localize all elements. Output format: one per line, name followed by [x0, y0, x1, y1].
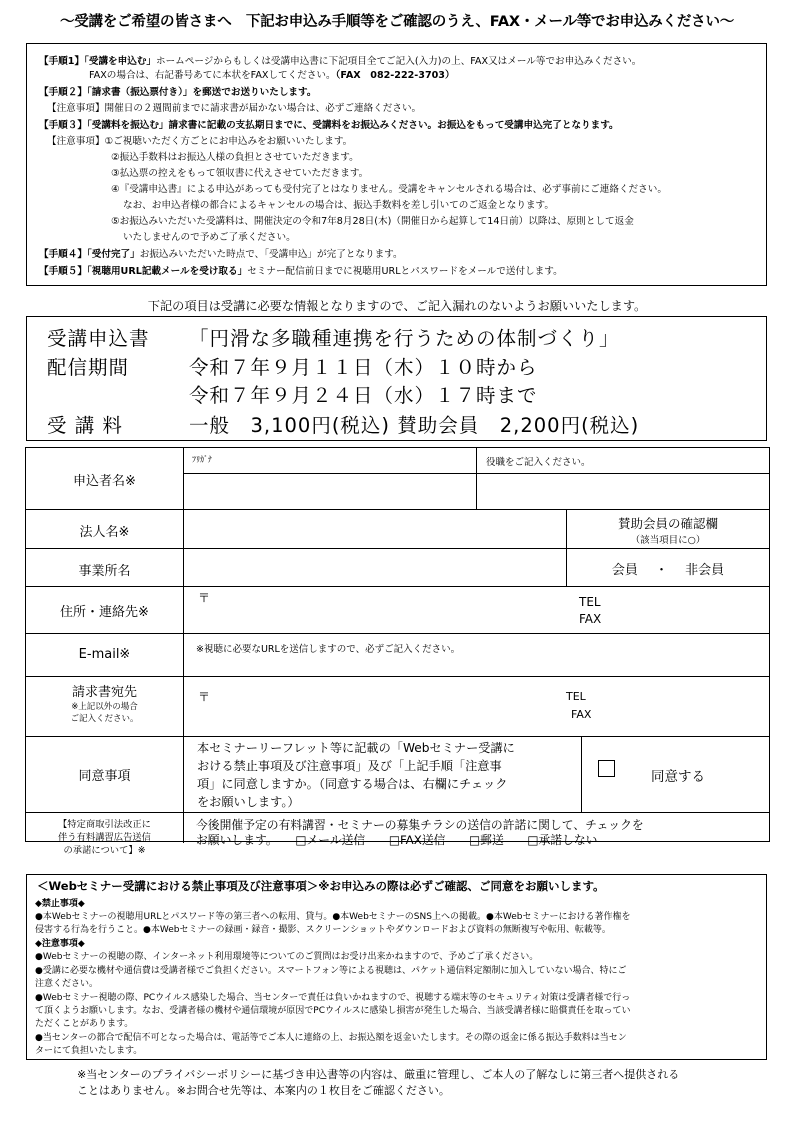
prohibited-heading: ◆禁止事項◆ — [35, 899, 85, 909]
law-label-1: 【特定商取引法改正に — [58, 819, 151, 830]
invoice-tel-label: TEL — [566, 690, 586, 703]
applicant-label: 申込者名※ — [73, 474, 136, 489]
caution-heading: ◆注意事項◆ — [35, 939, 85, 949]
position-note: 役職をご記入ください。 — [486, 457, 591, 468]
step-3: 【手順３】「受講料を振込む」請求書に記載の支払期日までに、受講料をお振込みください。お振込をもって受講申込完了となります。 — [39, 120, 619, 131]
period-label: 配信期間 — [47, 356, 130, 379]
step-3-note-3: ③払込票の控えをもって領収書に代えさせていただきます。 — [111, 168, 369, 179]
email-label: E-mail※ — [78, 647, 131, 662]
notes-heading: ＜Webセミナー受講における禁止事項及び注意事項＞※お申込みの際は必ずご確認、ご同意をお願いします。 — [37, 879, 605, 893]
consent-line-3: 項」に同意しますか。（同意する場合は、右欄にチェック — [197, 777, 508, 791]
corp-field[interactable] — [184, 510, 565, 548]
corp-label: 法人名※ — [79, 525, 130, 540]
agree-label: 同意する — [651, 769, 705, 785]
step-2: 【手順２】「請求書（振込票付き）」を郵送でお送りいたします。 — [39, 87, 317, 98]
seminar-title: 「円滑な多職種連携を行うための体制づくり」 — [189, 327, 620, 350]
caution-4: ●当センターの都合で配信不可となった場合は、電話等でご本人に連絡の上、お振込額を返金いたします。その際の返金に係る振込手数料は当セン — [35, 1033, 627, 1043]
title-box — [26, 316, 767, 441]
consent-line-1: 本セミナーリーフレット等に記載の「Webセミナー受講に — [197, 741, 515, 755]
notes-box — [26, 874, 767, 1060]
step-2-note: 【注意事項】開催日の２週間前までに請求書が届かない場合は、必ずご連絡ください。 — [47, 103, 422, 114]
info-line: 下記の項目は受講に必要な情報となりますので、ご記入漏れのないようお願いいたします。 — [147, 299, 647, 313]
invoice-postal-mark: 〒 — [198, 690, 211, 704]
caution-3b: て頂くようお願いします。なお、受講者様の機材や通信環境が原因でPCウイルスに感染し損害が発生した場合、当該受講者様に賠償責任を取ってい — [35, 1006, 631, 1016]
fee-value: 一般 3,100円(税込) 賛助会員 2,200円(税込) — [189, 414, 640, 437]
consent-label: 同意事項 — [78, 769, 131, 784]
step-3-note-2: ②振込手数料はお振込人様の負担とさせていただきます。 — [111, 152, 359, 163]
address-label: 住所・連絡先※ — [60, 605, 149, 620]
law-label-2: 伴う有料講習広告送信 — [58, 832, 151, 843]
invoice-note-1: ※上記以外の場合 — [71, 702, 138, 712]
member-options[interactable]: 会員 ・ 非会員 — [611, 563, 725, 578]
step-1: 【手順1】「受講を申込む」ホームページからもしくは受講申込書に下記項目全てご記入(入力)の上、FAX又はメール等でお申込みください。 — [39, 56, 642, 67]
furigana-label: ﾌﾘｶﾞﾅ — [192, 455, 212, 464]
office-field[interactable] — [184, 549, 565, 586]
step-3-note-1: 【注意事項】①ご視聴いただく方ごとにお申込みをお願いいたします。 — [47, 136, 353, 147]
application-form — [25, 447, 770, 856]
step-3-note-5b: いたしませんので予めご了承ください。 — [123, 232, 296, 243]
invoice-note-2: ご記入ください。 — [70, 714, 139, 724]
period-start: 令和７年９月１１日（木）１０時から — [189, 356, 538, 379]
invoice-label: 請求書宛先 — [71, 685, 137, 700]
caution-3: ●Webセミナー視聴の際、PCウイルス感染した場合、当センターで責任は負いかねますので、視聴する端末等のセキュリティ対策は受講者様で行っ — [35, 993, 631, 1003]
steps-box — [26, 43, 767, 286]
address-field[interactable] — [184, 587, 564, 633]
law-label-3: の承諾について】※ — [63, 845, 146, 856]
law-text-2[interactable]: お願いします。 □メール送信 □FAX送信 □郵送 □承諾しない — [196, 833, 598, 847]
step-5: 【手順５】「視聴用URL記載メールを受け取る」セミナー配信前日までに視聴用URLとパスワードをメールで送付します。 — [39, 266, 563, 277]
caution-2: ●受講に必要な機材や通信費は受講者様でご負担ください。スマートフォン等による視聴は、パケット通信料定額制に加入していない場合、特にご — [35, 966, 627, 976]
consent-line-4: をお願いします。） — [197, 795, 300, 809]
caution-1: ●Webセミナーの視聴の際、インターネット利用環境等についてのご質問はお受け出来かねますので、予めご了承ください。 — [35, 952, 539, 962]
period-end: 令和７年９月２４日（水）１７時まで — [189, 384, 538, 407]
prohibited-1: ●本Webセミナーの視聴用URLとパスワード等の第三者への転用、貸与。●本WebセミナーのSNS上への掲載。●本Webセミナーにおける著作権を — [35, 912, 631, 922]
fax-label: FAX — [579, 612, 602, 626]
step-3-note-4b: なお、お申込者様の都合によるキャンセルの場合は、振込手数料を差し引いてのご返金となります。 — [123, 200, 554, 211]
agree-checkbox[interactable] — [598, 760, 615, 777]
member-check-label: 賛助会員の確認欄 — [617, 516, 718, 531]
member-check-note: （該当項目に○） — [630, 535, 706, 546]
caution-2b: 注意ください。 — [35, 979, 99, 989]
tel-label: TEL — [579, 595, 601, 609]
office-label: 事業所名 — [78, 564, 131, 579]
law-text-1: 今後開催予定の有料講習・セミナーの募集チラシの送信の許諾に関して、チェックを — [196, 818, 644, 832]
footer-line-2: ことはありません。※お問合せ先等は、本案内の１枚目をご確認ください。 — [77, 1084, 450, 1097]
applicant-name-field[interactable] — [184, 474, 475, 508]
form-title: 受講申込書 — [47, 327, 150, 350]
step-3-note-5: ⑤お振込みいただいた受講料は、開催決定の令和7年8月28日(木)（開催日から起算して14日前）以降は、原則として返金 — [111, 216, 634, 227]
caution-3c: ただくことがあります。 — [35, 1019, 134, 1029]
fee-label: 受 講 料 — [47, 414, 123, 437]
email-note: ※視聴に必要なURLを送信しますので、必ずご記入ください。 — [196, 644, 461, 655]
step-3-note-4: ④『受講申込書』による申込があっても受付完了とはなりません。受講をキャンセルされる場合は、必ず事前にご連絡ください。 — [111, 184, 667, 195]
caution-4b: ターにて負担いたします。 — [35, 1046, 143, 1056]
position-field[interactable] — [477, 474, 769, 508]
footer-line-1: ※当センターのプライバシーポリシーに基づき申込書等の内容は、厳重に管理し、ご本人の了解なしに第三者へ提供される — [77, 1068, 680, 1081]
consent-line-2: おける禁止事項及び注意事項」及び「上記手順「注意事 — [197, 759, 502, 773]
email-field[interactable] — [184, 654, 769, 676]
banner: 〜受講をご希望の皆さまへ 下記お申込み手順等をご確認のうえ、FAX・メール等でお申込みください〜 — [59, 14, 735, 30]
invoice-field[interactable] — [184, 677, 769, 736]
step-4: 【手順４】「受付完了」お振込みいただいた時点で、「受講申込」が完了となります。 — [39, 249, 403, 260]
postal-mark: 〒 — [198, 591, 211, 605]
invoice-fax-label: FAX — [571, 708, 592, 721]
step-1-fax: FAXの場合は、右記番号あてに本状をFAXしてください。（FAX 082-222-3703） — [89, 70, 455, 81]
prohibited-2: 侵害する行為を行うこと。●本Webセミナーの録画・録音・撮影、スクリーンショットやダウンロードおよび資料の無断複写や転用、転載等。 — [35, 925, 611, 935]
